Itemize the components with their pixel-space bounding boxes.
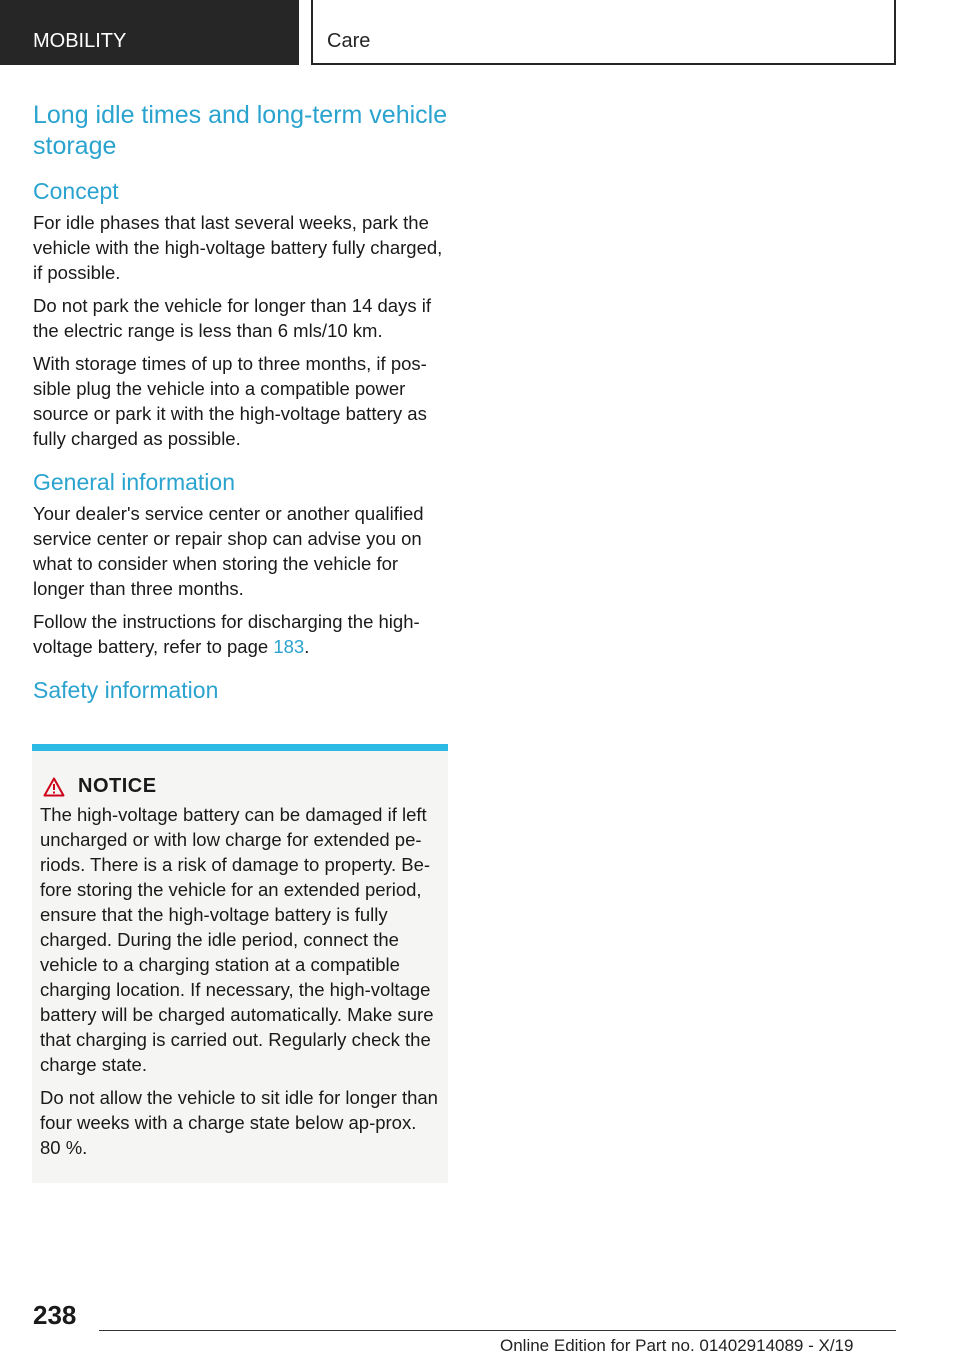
safety-heading: Safety information <box>33 677 219 703</box>
concept-paragraph-3: With storage times of up to three months, if pos-sible plug the vehicle into a compatible power source or park it with the high-voltage battery as fully charged as possible. <box>33 353 427 449</box>
header-section: MOBILITY <box>0 0 299 65</box>
notice-header <box>40 775 440 798</box>
main-column <box>33 100 453 709</box>
page-reference-link[interactable]: 183 <box>273 636 305 657</box>
notice-paragraph-2: Do not allow the vehicle to sit idle for longer than four weeks with a charge state below ap-prox. 80 %. <box>40 1087 438 1158</box>
general-heading: General information <box>33 469 235 495</box>
general-paragraph-2-text: Follow the instructions for discharging the high-voltage battery, refer to page <box>33 611 420 657</box>
concept-heading: Concept <box>33 178 119 204</box>
concept-paragraph-1: For idle phases that last several weeks, park the vehicle with the high-voltage battery fully charged, if possible. <box>33 212 443 283</box>
general-paragraph-2 <box>33 609 453 659</box>
warning-triangle-icon <box>43 777 65 797</box>
concept-paragraph-2: Do not park the vehicle for longer than 14 days if the electric range is less than 6 mls/10 km. <box>33 295 431 341</box>
footer-edition: Online Edition for Part no. 01402914089 - X/19 <box>500 1336 854 1355</box>
footer-divider <box>99 1330 896 1331</box>
general-paragraph-2-end: . <box>304 636 310 657</box>
notice-paragraph-1: The high-voltage battery can be damaged if left uncharged or with low charge for extended pe-riods. There is a risk of damage to property. Be-fore storing the vehicle for an extended period, ensure that the high-voltage battery is fully charged. During the idle period, connect the vehicle to a charging station at a compatible charging location. If necessary, the high-voltage battery will be charged automatically. Make sure that charging is carried out. Regularly check the charge state. <box>40 804 434 1075</box>
header-chapter: Care <box>311 0 896 65</box>
notice-title: NOTICE <box>78 775 157 797</box>
notice-box <box>32 744 448 1183</box>
page-title: Long idle times and long-term vehicle storage <box>33 101 448 160</box>
page-number: 238 <box>33 1300 77 1330</box>
general-paragraph-1: Your dealer's service center or another qualified service center or repair shop can advise you on what to consider when storing the vehicle for longer than three months. <box>33 503 424 599</box>
